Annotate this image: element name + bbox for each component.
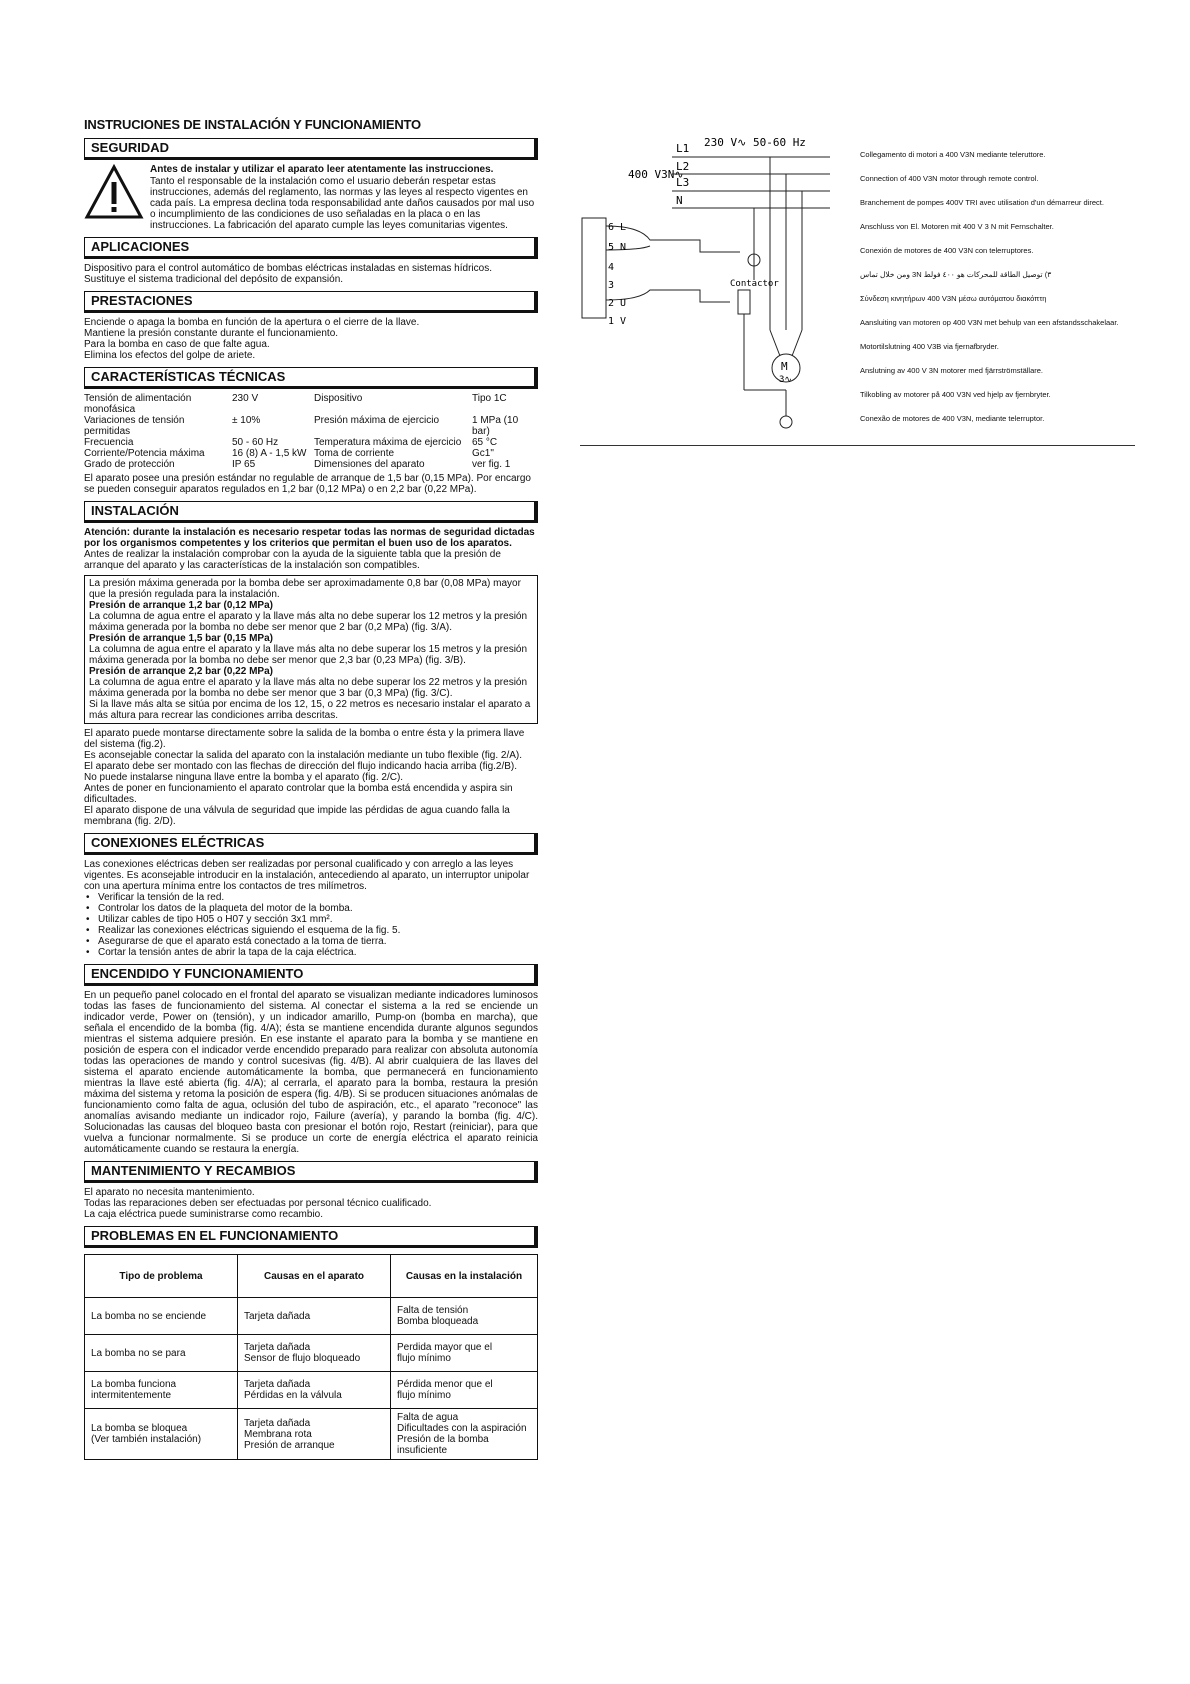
table-row — [85, 1409, 538, 1460]
cell-line: Falta de tensión — [397, 1305, 469, 1316]
terminal-label: N — [620, 242, 627, 253]
legend-item: Σύνδεση κινητήρων 400 V3N μέσω αυτόματου διακόπτη — [860, 294, 1047, 303]
safety-text — [84, 176, 538, 231]
cell-line: Tarjeta dañada — [244, 1310, 311, 1322]
table-cell — [391, 1335, 538, 1372]
pressure-box — [84, 575, 538, 724]
spec-cell: 65 °C — [472, 437, 498, 448]
section-heading-mantenimiento: MANTENIMIENTO Y RECAMBIOS — [84, 1161, 538, 1183]
cell-line: Dificultades con la aspiración — [397, 1423, 527, 1434]
spec-table — [84, 393, 538, 470]
pressure-box-end: Si la llave más alta se sitúa por encima de los 12, 15, o 22 metros es necesario instalar el aparato a más altura para recrear las condiciones arriba descritas. — [89, 699, 531, 721]
list-item: • Cortar la tensión antes de abrir la tapa de la caja eléctrica. — [98, 947, 538, 958]
table-cell — [391, 1372, 538, 1409]
prestaciones-line-2: Mantiene la presión constante durante el funcionamiento. — [84, 328, 339, 339]
table-row — [85, 1298, 538, 1335]
warning-triangle-icon — [84, 164, 144, 220]
legend-item: Tilkobling av motorer på 400 V3N ved hjelp av fjernbryter. — [860, 390, 1051, 399]
table-cell — [85, 1372, 238, 1409]
spec-cell: IP 65 — [232, 459, 256, 470]
legend-item: Conexão de motores de 400 V3N, mediante telerruptor. — [860, 414, 1045, 423]
section-heading-seguridad: SEGURIDAD — [84, 138, 538, 160]
cell-line: La bomba funciona — [91, 1379, 177, 1390]
legend-item: Motortilslutning 400 V3B via fjernafbryder. — [860, 342, 999, 351]
section-heading-aplicaciones: APLICACIONES — [84, 237, 538, 259]
spec-cell: Grado de protección — [84, 459, 175, 470]
motor-label: M — [781, 360, 788, 373]
left-column — [84, 117, 538, 1460]
spec-cell: Temperatura máxima de ejercicio — [314, 437, 462, 448]
spec-cell: Variaciones de tensión permitidas — [84, 415, 185, 437]
cell-line: Sensor de flujo bloqueado — [244, 1353, 361, 1364]
table-cell — [85, 1335, 238, 1372]
encendido-text: En un pequeño panel colocado en el frontal del aparato se visualizan mediante indicadores luminosos todas las fases de funcionamiento del sistema. Al conectar el sistema a la red se enciende un indicador verde, Power on (tensión), y un indicador amarillo, Pump-on (bomba en marcha), que señala el encendido de la bomba (fig. 4/A); ésta se mantiene encendida durante algunos segundos mientras el sistema adquiere presión. En ese instante el aparato para la bomba y se mantiene en posición de espera con el indicador verde encendido preparado para realizar con absoluta autonomía todas las operaciones de mando y control sucesivas (fig. 4/B). Al abrir cualquiera de las llaves del sistema el aparato enciende automáticamente la bomba, que permanecerá en funcionamiento mientras la llave esté abierta (fig. 4/A); al cerrarla, el aparato para la bomba, restaura la presión máxima del sistema y retoma la posición de espera (fig. 4/B). Si se producen situaciones anómalas de funcionamiento como falta de agua, oclusión del tubo de aspiración, etc., el aparato "reconoce" las anomalías avisando mediante un indicador rojo, Failure (avería), y parando la bomba (fig. 4/C). Solucionadas las causas del bloqueo basta con presionar el botón rojo, Restart (reiniciar), para que vuelva a funcionar normalmente. Si se produce un corte de energía eléctrica el aparato reinicia automáticamente cuando se restaura la energía. — [84, 990, 538, 1155]
table-header: Causas en el aparato — [238, 1255, 391, 1298]
spec-cell: Dispositivo — [314, 393, 363, 404]
cell-line: Membrana rota — [244, 1428, 312, 1440]
prestaciones-line-1: Enciende o apaga la bomba en función de la apertura o el cierre de la llave. — [84, 317, 420, 328]
legend-item: Collegamento di motori a 400 V3N mediante teleruttore. — [860, 150, 1046, 159]
install-attention: Atención: durante la instalación es necesario respetar todas las normas de seguridad dictadas por los organismos competentes y los criterios que permitan el buen uso de los aparatos. — [84, 527, 535, 549]
table-row — [85, 1372, 538, 1409]
legend-item: Anschluss von El. Motoren mit 400 V 3 N mit Fernschalter. — [860, 222, 1054, 231]
terminal-label: 6 — [608, 222, 615, 233]
supply-label: 230 V∿ 50-60 Hz — [704, 136, 806, 149]
install-after: El aparato dispone de una válvula de seguridad que impide las pérdidas de agua cuando falla la membrana (fig. 2/D). — [84, 805, 510, 827]
terminal-label: 2 — [608, 298, 615, 309]
list-item: • Verificar la tensión de la red. — [98, 892, 538, 903]
table-header: Causas en la instalación — [391, 1255, 538, 1298]
contactor-label: Contactor — [730, 279, 779, 289]
spec-cell: Dimensiones del aparato — [314, 459, 425, 470]
section-heading-instalacion: INSTALACIÓN — [84, 501, 538, 523]
legend-item: Conexión de motores de 400 V3N con telerruptores. — [860, 246, 1034, 255]
section-heading-conexiones: CONEXIONES ELÉCTRICAS — [84, 833, 538, 855]
section-heading-problemas: PROBLEMAS EN EL FUNCIONAMIENTO — [84, 1226, 538, 1248]
legend-item: Connection of 400 V3N motor through remote control. — [860, 174, 1039, 183]
bus-lines — [582, 157, 830, 428]
table-row — [85, 1335, 538, 1372]
list-item: • Asegurarse de que el aparato está conectado a la toma de tierra. — [98, 936, 538, 947]
spec-cell: Gc1" — [472, 448, 494, 459]
cell-line: La bomba no se para — [91, 1347, 186, 1359]
terminal-label: V — [620, 316, 627, 327]
install-after: No puede instalarse ninguna llave entre la bomba y el aparato (fig. 2/C). — [84, 772, 404, 783]
spec-cell: 16 (8) A - 1,5 kW — [232, 448, 307, 459]
install-after: Es aconsejable conectar la salida del aparato con la instalación mediante un tubo flexible (fig. 2/A). — [84, 750, 523, 761]
cell-line: intermitentemente — [91, 1390, 172, 1401]
trouble-table — [84, 1254, 538, 1460]
spec-cell: Tensión de alimentación monofásica — [84, 393, 192, 415]
spec-cell: Corriente/Potencia máxima — [84, 448, 205, 459]
terminal-label: 4 — [608, 262, 615, 273]
spec-note: El aparato posee una presión estándar no regulable de arranque de 1,5 bar (0,15 MPa). Por encargo se pueden conseguir aparatos regulados en 1,2 bar (0,12 MPa) o en 2,2 bar (0,22 MPa). — [84, 473, 531, 495]
section-heading-encendido: ENCENDIDO Y FUNCIONAMIENTO — [84, 964, 538, 986]
legend-item: Branchement de pompes 400V TRI avec utilisation d'un démarreur direct. — [860, 198, 1104, 207]
section-heading-prestaciones: PRESTACIONES — [84, 291, 538, 313]
conexiones-list — [84, 892, 538, 958]
list-item: • Controlar los datos de la plaqueta del motor de la bomba. — [98, 903, 538, 914]
mantenimiento-line: El aparato no necesita mantenimiento. — [84, 1187, 255, 1198]
table-cell — [85, 1298, 238, 1335]
mantenimiento-line: La caja eléctrica puede suministrarse como recambio. — [84, 1209, 323, 1220]
aplicaciones-line-2: Sustituye el sistema tradicional del depósito de expansión. — [84, 274, 344, 285]
cell-line: flujo mínimo — [397, 1353, 451, 1364]
cell-line: La bomba se bloquea — [91, 1423, 188, 1434]
aplicaciones-line-1: Dispositivo para el control automático de bombas eléctricas instaladas en sistemas hídricos. — [84, 263, 492, 274]
install-after: El aparato puede montarse directamente sobre la salida de la bomba o entre ésta y la primera llave del sistema (fig.2). — [84, 728, 525, 750]
conexiones-intro: Las conexiones eléctricas deben ser realizadas por personal cualificado y con arreglo a las leyes vigentes. Es aconsejable introducir en la instalación, antecediendo al aparato, un interruptor unipolar con una apertura mínima entre los contactos de tres milímetros. — [84, 859, 530, 892]
safety-lead: Antes de instalar y utilizar el aparato leer atentamente las instrucciones. — [150, 164, 494, 175]
spec-cell: 1 MPa (10 bar) — [472, 415, 519, 437]
cell-line: Presión de arranque — [244, 1439, 335, 1451]
cell-line: Pérdidas en la válvula — [244, 1390, 342, 1401]
section-heading-caracteristicas: CARACTERÍSTICAS TÉCNICAS — [84, 367, 538, 389]
install-after: El aparato debe ser montado con las flechas de dirección del flujo indicando hacia arriba (fig.2/B). — [84, 761, 518, 772]
motor-sub-label: 3∿ — [779, 375, 792, 385]
line-label: L1 — [676, 142, 690, 155]
terminal-label: 5 — [608, 242, 615, 253]
legend-item: ٣) توصيل الطاقة للمحركات هو ٤٠٠ فولط 3N ومن خلال تماس — [860, 270, 1052, 279]
pressure-box-intro: La presión máxima generada por la bomba debe ser aproximadamente 0,8 bar (0,08 MPa) mayor que la presión regulada para la instalación. — [89, 578, 521, 600]
line-label: L2 — [676, 160, 690, 173]
cell-line: Falta de agua — [397, 1412, 459, 1423]
terminal-label: L — [620, 222, 627, 233]
table-cell — [238, 1409, 391, 1460]
cell-line: Tarjeta dañada — [244, 1342, 311, 1353]
table-cell — [391, 1298, 538, 1335]
table-cell — [238, 1335, 391, 1372]
supply3-label: 400 V3N∿ — [628, 168, 684, 181]
terminal-label: 1 — [608, 316, 615, 327]
pressure-case-text: La columna de agua entre el aparato y la llave más alta no debe superar los 22 metros y la presión máxima generada por la bomba no debe ser menor que 3 bar (0,3 MPa) (fig. 3/C). — [89, 677, 528, 699]
table-cell — [85, 1409, 238, 1460]
cell-line: (Ver también instalación) — [91, 1434, 202, 1445]
pressure-case-text: La columna de agua entre el aparato y la llave más alta no debe superar los 15 metros y la presión máxima generada por la bomba no debe ser menor que 2,3 bar (0,23 MPa) (fig. 3/B). — [89, 644, 528, 666]
line-label: N — [676, 194, 683, 207]
cell-line: Tarjeta dañada — [244, 1379, 311, 1390]
cell-line: flujo mínimo — [397, 1390, 451, 1401]
list-item: • Utilizar cables de tipo H05 o H07 y sección 3x1 mm². — [98, 914, 538, 925]
spec-cell: 230 V — [232, 393, 259, 404]
diagram-legend — [860, 150, 1150, 438]
table-header-row — [85, 1255, 538, 1298]
install-after: Antes de poner en funcionamiento el aparato controlar que la bomba está encendida y aspira sin dificultades. — [84, 783, 513, 805]
table-header: Tipo de problema — [85, 1255, 238, 1298]
safety-text-body: Tanto el responsable de la instalación como el usuario deberán respetar estas instrucciones, además del reglamento, las normas y las leyes al respecto vigentes en cada país. La empresa declina toda responsabilidad ante daños causados por mal uso o incumplimiento de las condiciones de uso señaladas en la placa o en las instrucciones. La fabricación del aparato cumple las leyes comunitarias vigentes. — [150, 176, 535, 231]
terminal-label: U — [620, 298, 627, 309]
spec-cell: 50 - 60 Hz — [232, 437, 279, 448]
cell-line: Tarjeta dañada — [244, 1417, 311, 1429]
terminal-label: 3 — [608, 280, 615, 291]
pressure-case-text: La columna de agua entre el aparato y la llave más alta no debe superar los 12 metros y la presión máxima generada por la bomba no debe ser menor que 2 bar (0,2 MPa) (fig. 3/A). — [89, 611, 528, 633]
cell-line: Presión de la bomba insuficiente — [397, 1434, 489, 1456]
spec-cell: Presión máxima de ejercicio — [314, 415, 440, 426]
legend-item: Anslutning av 400 V 3N motorer med fjärrströmställare. — [860, 366, 1043, 375]
spec-cell: Tipo 1C — [472, 393, 507, 404]
mantenimiento-line: Todas las reparaciones deben ser efectuadas por personal técnico cualificado. — [84, 1198, 432, 1209]
prestaciones-line-3: Para la bomba en caso de que falte agua. — [84, 339, 270, 350]
spec-cell: Toma de corriente — [314, 448, 395, 459]
cell-line: Pérdida menor que el — [397, 1379, 493, 1390]
document-title: INSTRUCIONES DE INSTALACIÓN Y FUNCIONAMIENTO — [84, 117, 421, 132]
pressure-case-title: Presión de arranque 2,2 bar (0,22 MPa) — [89, 666, 273, 677]
spec-cell: ver fig. 1 — [472, 459, 511, 470]
prestaciones-line-4: Elimina los efectos del golpe de ariete. — [84, 350, 256, 361]
legend-item: Aansluiting van motoren op 400 V3N met behulp van een afstandsschakelaar. — [860, 318, 1119, 327]
terminal-labels — [608, 222, 626, 327]
pressure-case-title: Presión de arranque 1,2 bar (0,12 MPa) — [89, 600, 273, 611]
cell-line: La bomba no se enciende — [91, 1310, 207, 1322]
list-item: • Realizar las conexiones eléctricas siguiendo el esquema de la fig. 5. — [98, 925, 538, 936]
divider — [580, 445, 1135, 446]
cell-line: Perdida mayor que el — [397, 1342, 493, 1353]
table-cell — [391, 1409, 538, 1460]
cell-line: Bomba bloqueada — [397, 1316, 479, 1327]
spec-cell: ± 10% — [232, 415, 261, 426]
line-label: L3 — [676, 176, 690, 189]
install-intro: Antes de realizar la instalación comprobar con la ayuda de la siguiente tabla que la presión de arranque del aparato y las características de la instalación son compatibles. — [84, 549, 501, 571]
pressure-case-title: Presión de arranque 1,5 bar (0,15 MPa) — [89, 633, 273, 644]
table-cell — [238, 1298, 391, 1335]
spec-cell: Frecuencia — [84, 437, 134, 448]
table-cell — [238, 1372, 391, 1409]
